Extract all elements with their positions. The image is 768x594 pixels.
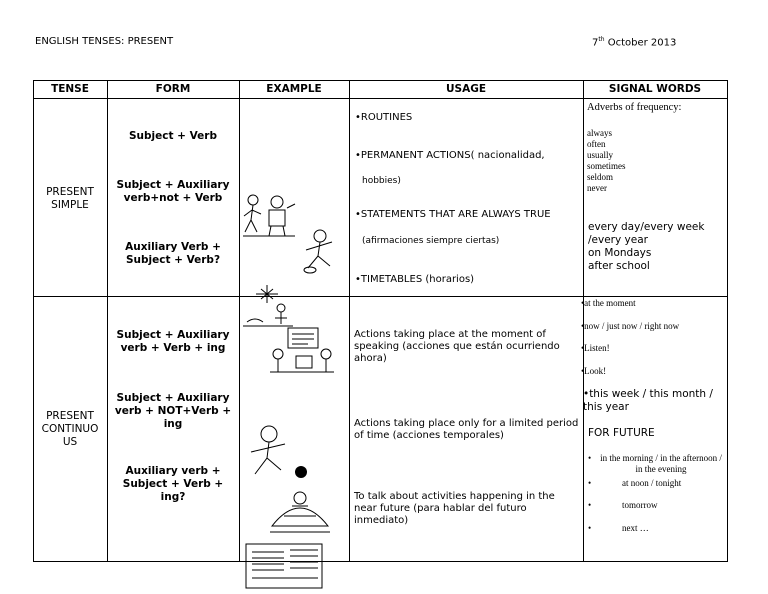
signal-this-week: •this week / this month / this year xyxy=(583,388,713,413)
signal-time: /every year xyxy=(588,234,648,246)
newspaper-illustration xyxy=(244,542,324,590)
tense-present-continuous: PRESENT CONTINUO US xyxy=(41,410,99,448)
table-border xyxy=(33,296,728,297)
form-negative: Subject + Auxiliary verb + NOT+Verb + ing xyxy=(114,392,232,430)
usage-always-true: •STATEMENTS THAT ARE ALWAYS TRUE xyxy=(355,209,551,220)
column-header-tense: TENSE xyxy=(51,83,89,95)
date-rest: October 2013 xyxy=(604,37,677,49)
signal-look: •Look! xyxy=(581,366,607,376)
signal-adverbs-list xyxy=(587,128,626,194)
usage-at-moment: Actions taking place at the moment of speaking (acciones que están ocurriendo ahora) xyxy=(354,329,560,364)
form-affirmative: Subject + Verb xyxy=(129,130,217,142)
usage-always-true-es: (afirmaciones siempre ciertas) xyxy=(362,236,500,246)
table-border xyxy=(33,80,728,81)
signal-adverb: seldom xyxy=(587,172,613,182)
signal-time-list xyxy=(588,221,704,273)
document-title: ENGLISH TENSES: PRESENT xyxy=(35,36,174,47)
signal-bullet: • xyxy=(588,523,592,533)
signal-adverb: sometimes xyxy=(587,161,626,171)
classroom-illustration xyxy=(268,326,338,376)
signal-adverb: always xyxy=(587,128,612,138)
signal-time: every day/every week xyxy=(588,221,705,233)
usage-permanent-actions-cont: hobbies) xyxy=(362,176,401,186)
column-header-form: FORM xyxy=(155,83,191,95)
table-border xyxy=(33,98,728,99)
table-border xyxy=(349,80,350,562)
form-negative: Subject + Auxiliary verb+not + Verb xyxy=(116,179,230,204)
signal-for-future-label: FOR FUTURE xyxy=(588,427,655,439)
signal-bullet: • xyxy=(588,500,592,510)
signal-listen: •Listen! xyxy=(581,343,610,353)
usage-routines: •ROUTINES xyxy=(355,112,413,123)
document-date xyxy=(592,36,676,48)
signal-adverb: usually xyxy=(587,150,613,160)
usage-timetables: •TIMETABLES (horarios) xyxy=(355,274,475,285)
signal-future-times: in the morning / in the afternoon / in the evening xyxy=(600,453,722,474)
signal-adverb: never xyxy=(587,183,607,193)
signal-time: after school xyxy=(588,260,650,272)
tense-present-simple: PRESENT SIMPLE xyxy=(46,186,94,211)
table-border xyxy=(239,80,240,562)
signal-heading-adverbs: Adverbs of frequency: xyxy=(587,102,682,113)
signal-adverb: often xyxy=(587,139,606,149)
column-header-signal-words: SIGNAL WORDS xyxy=(608,83,702,95)
date-day: 7 xyxy=(592,37,599,49)
usage-permanent-actions: •PERMANENT ACTIONS( nacionalidad, xyxy=(355,150,545,161)
signal-tomorrow: tomorrow xyxy=(622,500,658,510)
usage-temporary: Actions taking place only for a limited period of time (acciones temporales) xyxy=(354,418,579,441)
signal-time: on Mondays xyxy=(588,247,652,259)
running-kid-illustration xyxy=(300,228,340,276)
turtle-kids-illustration xyxy=(264,486,336,538)
form-question: Auxiliary verb + Subject + Verb + ing? xyxy=(122,465,224,503)
soccer-kid-illustration xyxy=(241,424,311,482)
signal-bullet: • xyxy=(588,478,592,488)
signal-noon-tonight: at noon / tonight xyxy=(622,478,682,488)
form-question: Auxiliary Verb + Subject + Verb? xyxy=(125,241,221,266)
table-border xyxy=(107,80,108,562)
usage-near-future: To talk about activities happening in the near future (para hablar del futuro inmediato) xyxy=(354,491,555,526)
date-suffix: th xyxy=(598,36,605,43)
table-border xyxy=(33,80,34,562)
signal-now: •now / just now / right now xyxy=(581,321,680,331)
column-header-usage: USAGE xyxy=(445,83,486,95)
table-border xyxy=(727,80,728,562)
column-header-example: EXAMPLE xyxy=(266,83,322,95)
signal-next: next … xyxy=(622,523,649,533)
signal-at-moment: •at the moment xyxy=(581,298,636,308)
signal-bullet: • xyxy=(588,453,592,463)
table-border xyxy=(33,561,728,562)
form-affirmative: Subject + Auxiliary verb + Verb + ing xyxy=(116,329,230,354)
kids-playing-illustration xyxy=(241,190,297,240)
